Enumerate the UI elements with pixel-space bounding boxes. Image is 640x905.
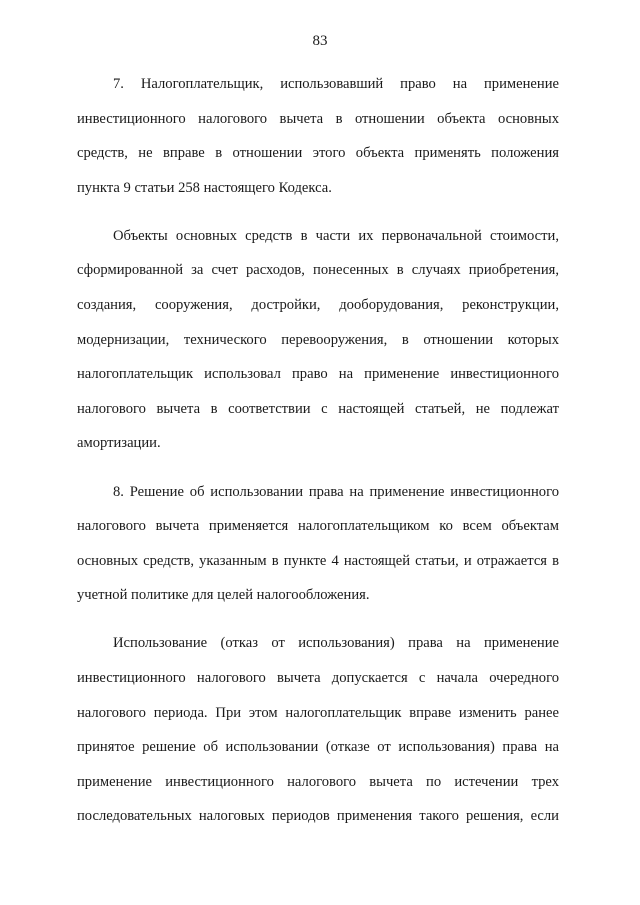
text-line: налогового вычета применяется налогоплательщиком ко всем объектам	[77, 518, 559, 535]
paragraph-usage-refusal	[77, 626, 559, 834]
text-line: принятое решение об использовании (отказе от использования) права на	[77, 739, 559, 756]
text-line: применение инвестиционного налогового вычета по истечении трех	[77, 773, 559, 790]
document-body	[77, 67, 559, 847]
text-line: модернизации, технического перевооружения, в отношении которых	[77, 331, 559, 348]
text-line: Использование (отказ от использования) права на применение	[113, 635, 559, 652]
text-line: инвестиционного налогового вычета в отношении объекта основных	[77, 110, 559, 127]
text-line: средств, не вправе в отношении этого объекта применять положения	[77, 145, 559, 162]
text-line: 7. Налогоплательщик, использовавший право на применение	[113, 76, 559, 92]
text-line: учетной политике для целей налогообложения.	[77, 587, 370, 604]
paragraph-item-7	[77, 67, 559, 205]
text-line: пункта 9 статьи 258 настоящего Кодекса.	[77, 179, 332, 196]
text-line: налогового вычета в соответствии с настоящей статьей, не подлежат	[77, 400, 559, 417]
text-line: налогового периода. При этом налогоплательщик вправе изменить ранее	[77, 704, 559, 721]
text-line: 8. Решение об использовании права на применение инвестиционного	[113, 483, 559, 500]
text-line: инвестиционного налогового вычета допускается с начала очередного	[77, 670, 559, 686]
text-line: последовательных налоговых периодов применения такого решения, если	[77, 808, 559, 825]
text-line: сформированной за счет расходов, понесенных в случаях приобретения,	[77, 262, 559, 279]
text-line: Объекты основных средств в части их первоначальной стоимости,	[113, 227, 559, 244]
text-line: создания, сооружения, достройки, дооборудования, реконструкции,	[77, 297, 559, 314]
page-number: 83	[312, 33, 328, 49]
paragraph-fixed-assets	[77, 219, 559, 461]
text-line: налогоплательщик использовал право на применение инвестиционного	[77, 366, 559, 383]
text-line: амортизации.	[77, 435, 161, 452]
paragraph-item-8	[77, 475, 559, 613]
text-line: основных средств, указанным в пункте 4 настоящей статьи, и отражается в	[77, 552, 559, 569]
